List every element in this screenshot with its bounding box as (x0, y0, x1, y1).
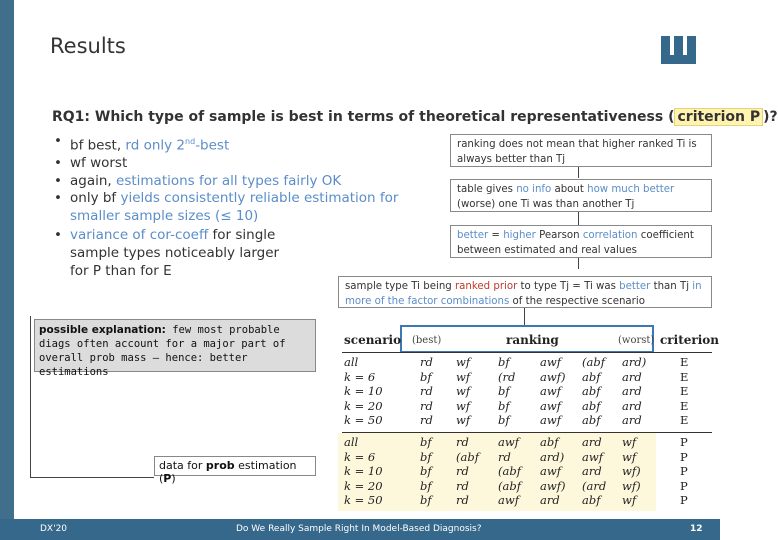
rank-cell: wf (456, 355, 471, 369)
footer-bar (0, 519, 720, 540)
rank-cell: wf (622, 449, 637, 464)
rank-cell: awf (582, 449, 603, 464)
rank-cell: abf (582, 398, 601, 413)
table-row (340, 493, 712, 508)
rank-cell: bf (420, 464, 432, 479)
bullet-item: • again, estimations for all types fairly OK (52, 173, 412, 191)
rank-cell: awf (540, 464, 561, 479)
row-criterion: E (680, 413, 689, 428)
rank-cell: rd (456, 435, 469, 449)
rank-cell: ard) (540, 449, 565, 464)
bullet-item: • wf worst (52, 155, 412, 173)
rank-cell: awf (540, 398, 561, 413)
note-table-info: table gives no info about how much better (worse) one Ti was than another Tj (450, 179, 712, 212)
rank-cell: ard (582, 464, 602, 479)
rank-cell: wf (456, 369, 471, 384)
rank-cell: awf (540, 384, 561, 399)
rank-cell: rd (456, 464, 469, 479)
rank-cell: wf (456, 398, 471, 413)
row-scenario: k = 50 (344, 413, 383, 428)
row-scenario: k = 6 (344, 449, 376, 464)
rows-criterion-e (342, 355, 712, 428)
table-header (342, 325, 719, 353)
rank-cell: bf (498, 384, 510, 399)
table-row (340, 464, 712, 479)
rank-cell: abf (540, 435, 559, 449)
row-scenario: k = 10 (344, 464, 383, 479)
rows-criterion-p (340, 435, 712, 508)
rank-cell: wf (456, 384, 471, 399)
row-scenario: k = 6 (344, 369, 376, 384)
rank-cell: bf (498, 413, 510, 428)
row-criterion: P (680, 464, 688, 479)
rank-cell: wf (456, 413, 471, 428)
explanation-box: possible explanation: few most probable diags often account for a major part of overall prob mass – hence: better estimations (34, 319, 316, 372)
table-row (340, 450, 712, 465)
rank-cell: bf (498, 355, 510, 369)
header-best: (best) (412, 335, 442, 346)
rank-cell: abf (582, 369, 601, 384)
rank-cell: (rd (498, 369, 516, 384)
page-number: 12 (690, 524, 703, 534)
rq-criterion-highlight: criterion P (674, 108, 763, 126)
row-criterion: E (680, 398, 689, 413)
rank-cell: ard (622, 413, 642, 428)
footer-title: Do We Really Sample Right In Model-Based Diagnosis? (236, 524, 482, 534)
row-criterion: P (680, 493, 688, 508)
rank-cell: (abf (582, 355, 605, 369)
row-criterion: P (680, 478, 688, 493)
header-ranking: ranking (506, 333, 559, 347)
ranking-table (342, 325, 719, 511)
header-worst: (worst) (618, 335, 655, 346)
row-criterion: P (680, 435, 688, 449)
footer-conference: DX'20 (40, 524, 68, 534)
bullet-item: • bf best, rd only 2nd-best (52, 133, 412, 155)
note-ranked-prior: sample type Ti being ranked prior to type Tj = Ti was better than Tj in more of the factor combinations of the respective scenario (338, 276, 712, 308)
rank-cell: bf (420, 493, 432, 508)
row-scenario: k = 20 (344, 478, 383, 493)
row-scenario: all (344, 435, 359, 449)
rank-cell: (abf (456, 449, 479, 464)
row-criterion: P (680, 449, 688, 464)
rank-cell: ard) (622, 355, 647, 369)
table-row (342, 370, 712, 385)
rank-cell: rd (420, 398, 433, 413)
rq-text: RQ1: Which type of sample is best in terms of theoretical representativeness ( (52, 109, 675, 125)
row-scenario: k = 20 (344, 398, 383, 413)
bullet-list (52, 133, 412, 280)
row-criterion: E (680, 369, 689, 384)
rank-cell: wf (622, 493, 637, 508)
header-criterion: criterion (660, 333, 719, 347)
rank-cell: wf) (622, 464, 641, 479)
university-logo (660, 33, 698, 65)
rank-cell: abf (582, 384, 601, 399)
rank-cell: awf (498, 435, 519, 449)
rank-cell: bf (420, 435, 432, 449)
row-scenario: k = 10 (344, 384, 383, 399)
rank-cell: ard (540, 493, 560, 508)
rank-cell: wf) (622, 478, 641, 493)
table-row (342, 399, 712, 414)
rank-cell: awf (540, 413, 561, 428)
rank-cell: rd (456, 493, 469, 508)
rank-cell: ard (622, 369, 642, 384)
rank-cell: rd (498, 449, 511, 464)
header-scenario: scenario (344, 333, 402, 347)
rank-cell: awf (540, 355, 561, 369)
rank-cell: rd (420, 355, 433, 369)
research-question (52, 109, 778, 125)
rank-cell: ard (582, 435, 602, 449)
rank-cell: ard (622, 384, 642, 399)
rank-cell: bf (420, 449, 432, 464)
rank-cell: (ard (582, 478, 607, 493)
rank-cell: bf (420, 369, 432, 384)
rank-cell: abf (582, 493, 601, 508)
rank-cell: wf (622, 435, 637, 449)
rank-cell: bf (420, 478, 432, 493)
rank-cell: ard (622, 398, 642, 413)
table-row (342, 384, 712, 399)
bullet-item: • only bf yields consistently reliable estimation for smaller sample sizes (≤ 10) (52, 190, 402, 225)
table-row (342, 355, 712, 370)
table-row (340, 479, 712, 494)
left-sidebar-bar (0, 0, 14, 540)
rank-cell: abf (582, 413, 601, 428)
rank-cell: awf) (540, 369, 566, 384)
rank-cell: rd (456, 478, 469, 493)
prob-data-note: data for prob estimation (P) (154, 456, 316, 476)
row-criterion: E (680, 384, 689, 399)
rank-cell: (abf (498, 464, 521, 479)
page-title: Results (50, 34, 126, 58)
row-criterion: E (680, 355, 689, 369)
table-row (342, 413, 712, 428)
bullet-item: • variance of cor-coeff for single sample types noticeably larger for P than for E (52, 227, 282, 280)
rank-cell: bf (498, 398, 510, 413)
table-row (340, 435, 712, 450)
note-better-definition: better = higher Pearson correlation coefficient between estimated and real values (450, 225, 712, 258)
rq-end: )? (763, 109, 778, 125)
rank-cell: (abf (498, 478, 521, 493)
rank-cell: rd (420, 384, 433, 399)
rank-cell: awf) (540, 478, 566, 493)
note-ranking-meaning: ranking does not mean that higher ranked Ti is always better than Tj (450, 134, 712, 167)
rank-cell: rd (420, 413, 433, 428)
rank-cell: awf (498, 493, 519, 508)
row-scenario: all (344, 355, 359, 369)
row-scenario: k = 50 (344, 493, 383, 508)
